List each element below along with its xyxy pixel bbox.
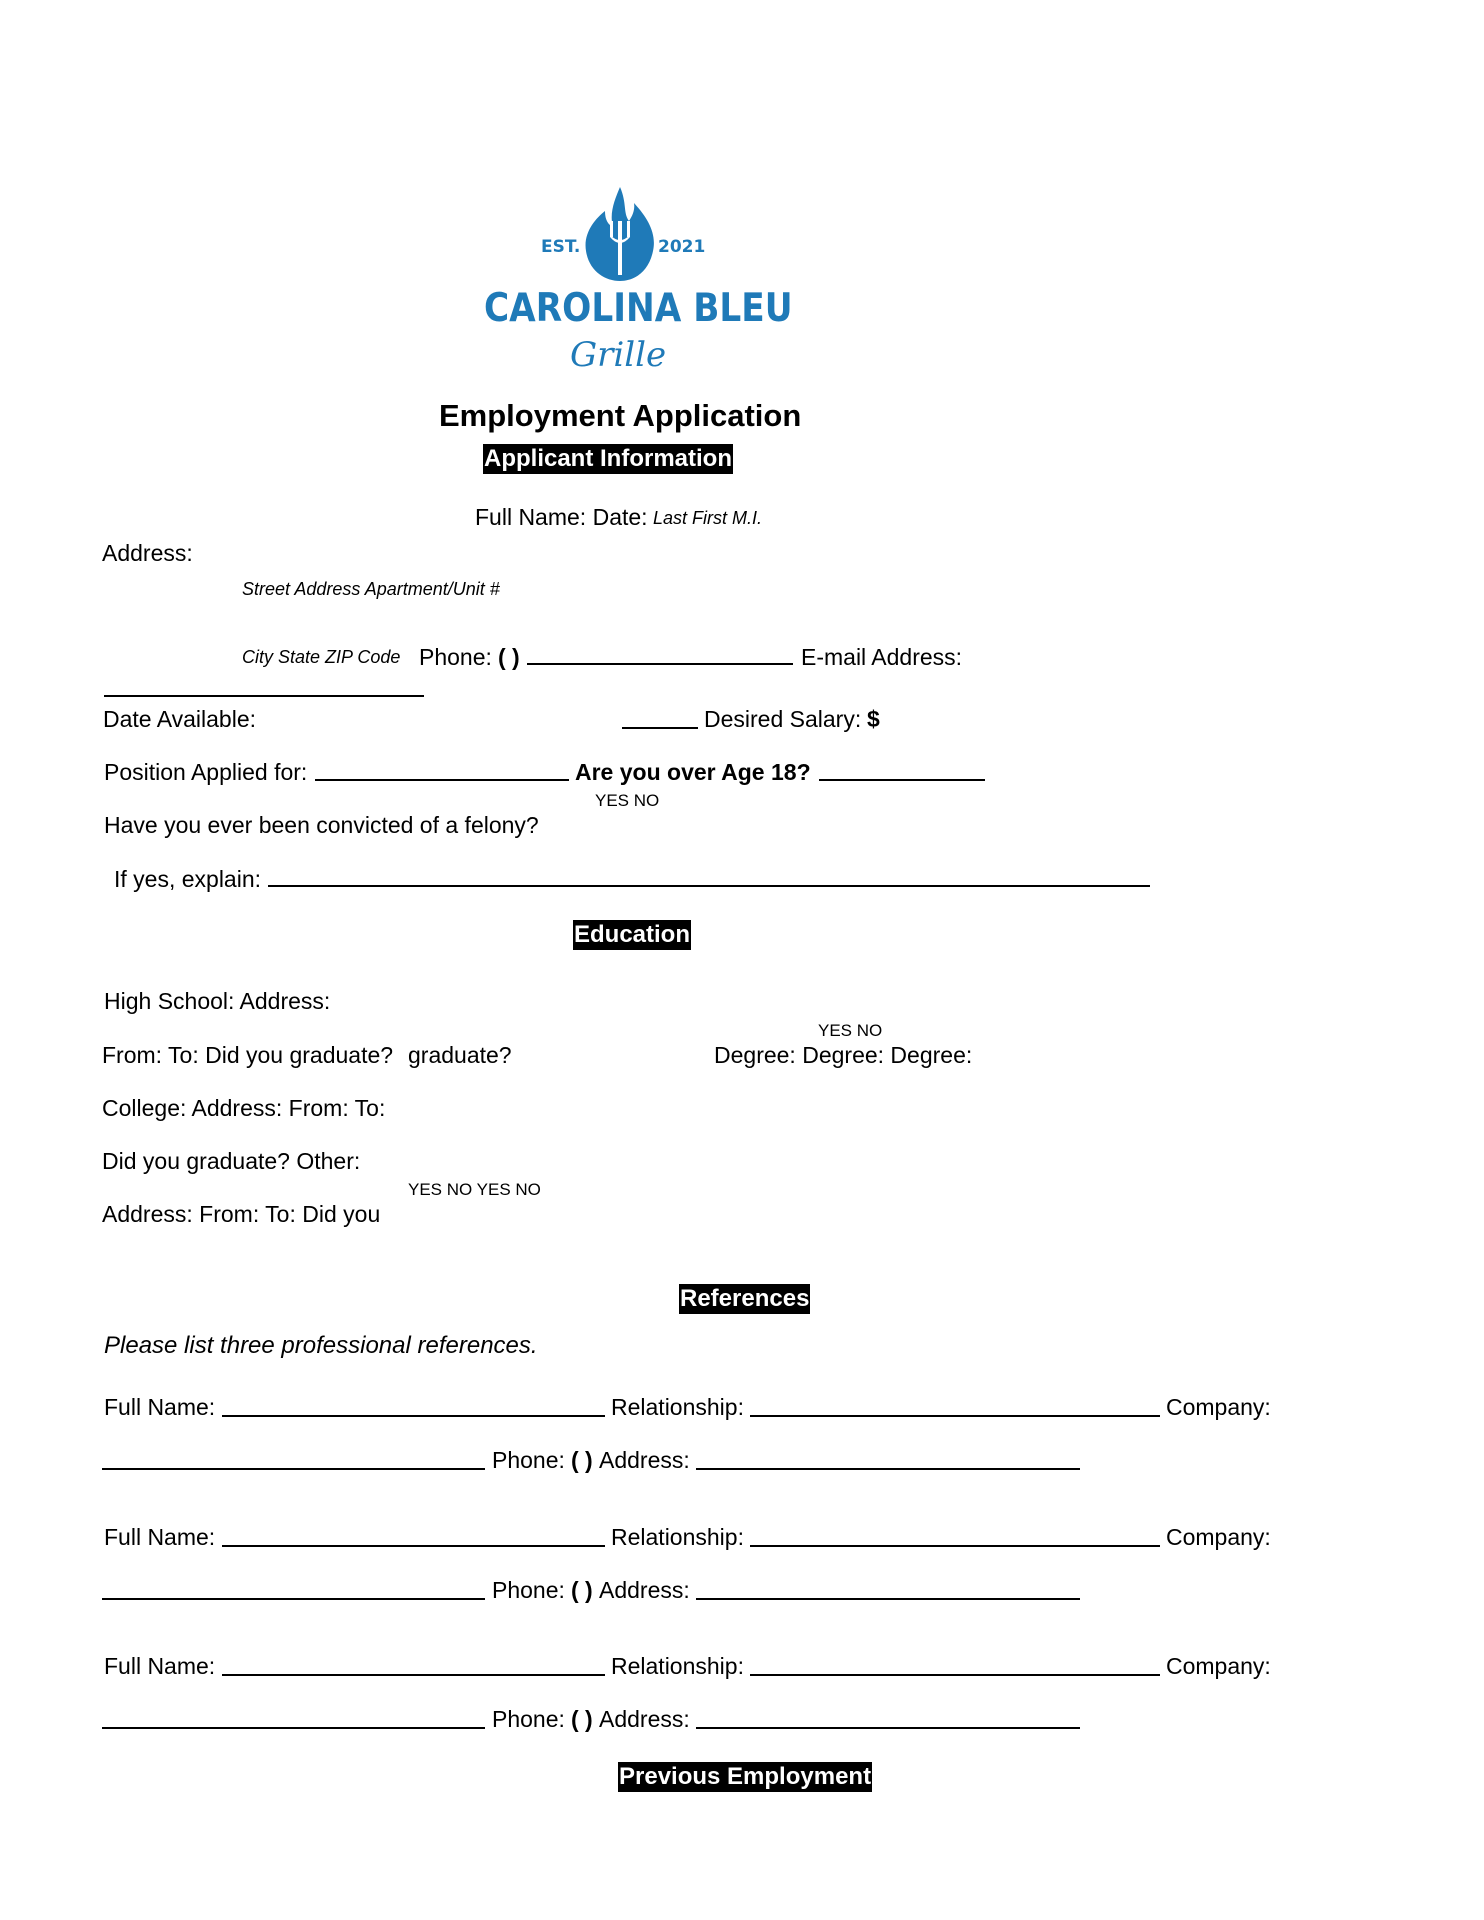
- email-field[interactable]: [104, 695, 424, 697]
- ref2-full-name-field[interactable]: [222, 1545, 605, 1547]
- age-yes-no[interactable]: YES NO: [595, 791, 660, 810]
- ref3-relationship-label: Relationship:: [611, 1653, 744, 1679]
- hs-yes-no[interactable]: YES NO: [818, 1021, 883, 1040]
- ref3-company-label: Company:: [1166, 1653, 1271, 1679]
- date-available-field[interactable]: [622, 727, 698, 729]
- ref3-address-field[interactable]: [696, 1727, 1080, 1729]
- ref3-full-name-label: Full Name:: [104, 1653, 216, 1679]
- email-label: E-mail Address:: [801, 644, 963, 670]
- city-hint: City State ZIP Code: [242, 647, 401, 667]
- desired-salary-label: Desired Salary:: [704, 706, 862, 732]
- ref2-address-field[interactable]: [696, 1598, 1080, 1600]
- logo-tagline: Grille: [570, 335, 667, 375]
- ref2-relationship-label: Relationship:: [611, 1524, 744, 1550]
- section-header-previous-employment: Previous Employment: [619, 1763, 872, 1790]
- dollar-sign: $: [867, 706, 880, 732]
- name-date-label: Full Name: Date:: [475, 504, 648, 530]
- other-address-label: Address: From: To: Did you: [102, 1201, 381, 1227]
- ref2-phone-paren: ( ): [571, 1577, 593, 1603]
- from-to-graduate: From: To: Did you graduate?: [102, 1042, 394, 1068]
- date-available-label: Date Available:: [103, 706, 257, 732]
- ref3-phone-paren: ( ): [571, 1706, 593, 1732]
- flame-fork-logo-icon: [565, 185, 675, 285]
- phone-field[interactable]: [527, 663, 793, 665]
- ref2-company-field[interactable]: [102, 1598, 485, 1600]
- ref1-relationship-label: Relationship:: [611, 1394, 744, 1420]
- ref3-relationship-field[interactable]: [750, 1674, 1160, 1676]
- ref1-phone-paren: ( ): [571, 1447, 593, 1473]
- name-hint: Last First M.I.: [653, 508, 763, 528]
- ref3-phone-label: Phone:: [492, 1706, 565, 1732]
- ref3-company-field[interactable]: [102, 1727, 485, 1729]
- did-graduate-other: Did you graduate? Other:: [102, 1148, 361, 1174]
- age-question: Are you over Age 18?: [575, 759, 811, 785]
- logo-est: EST.: [541, 237, 581, 257]
- ref2-address-label: Address:: [599, 1577, 690, 1603]
- references-instruction: Please list three professional references.: [104, 1332, 538, 1359]
- ref1-full-name-field[interactable]: [222, 1415, 605, 1417]
- felony-question: Have you ever been convicted of a felony?: [104, 812, 539, 838]
- degree-labels: Degree: Degree: Degree:: [714, 1042, 973, 1068]
- address-label: Address:: [102, 540, 193, 566]
- college-label: College: Address: From: To:: [102, 1095, 386, 1121]
- ref1-address-label: Address:: [599, 1447, 690, 1473]
- ref1-phone-label: Phone:: [492, 1447, 565, 1473]
- ref1-company-label: Company:: [1166, 1394, 1271, 1420]
- ref2-full-name-label: Full Name:: [104, 1524, 216, 1550]
- ref3-address-label: Address:: [599, 1706, 690, 1732]
- ref2-relationship-field[interactable]: [750, 1545, 1160, 1547]
- phone-paren: ( ): [498, 644, 520, 670]
- ref3-full-name-field[interactable]: [222, 1674, 605, 1676]
- graduate-question: graduate?: [408, 1042, 512, 1068]
- ref1-address-field[interactable]: [696, 1468, 1080, 1470]
- position-field[interactable]: [315, 779, 569, 781]
- high-school-label: High School: Address:: [104, 988, 331, 1014]
- page-title: Employment Application: [439, 398, 802, 433]
- section-header-references: References: [680, 1285, 810, 1312]
- position-label: Position Applied for:: [104, 759, 308, 785]
- logo-name: CAROLINA BLEU: [484, 286, 793, 331]
- explain-field[interactable]: [268, 885, 1150, 887]
- ref2-company-label: Company:: [1166, 1524, 1271, 1550]
- section-header-applicant: Applicant Information: [484, 445, 732, 472]
- phone-label: Phone:: [419, 644, 492, 670]
- ref2-phone-label: Phone:: [492, 1577, 565, 1603]
- ref1-relationship-field[interactable]: [750, 1415, 1160, 1417]
- age-field[interactable]: [819, 779, 985, 781]
- ref1-company-field[interactable]: [102, 1468, 485, 1470]
- college-yes-no[interactable]: YES NO YES NO: [408, 1180, 541, 1199]
- section-header-education: Education: [574, 921, 691, 948]
- street-hint: Street Address Apartment/Unit #: [242, 579, 500, 599]
- ref1-full-name-label: Full Name:: [104, 1394, 216, 1420]
- logo-year: 2021: [658, 237, 706, 257]
- explain-label: If yes, explain:: [114, 866, 262, 892]
